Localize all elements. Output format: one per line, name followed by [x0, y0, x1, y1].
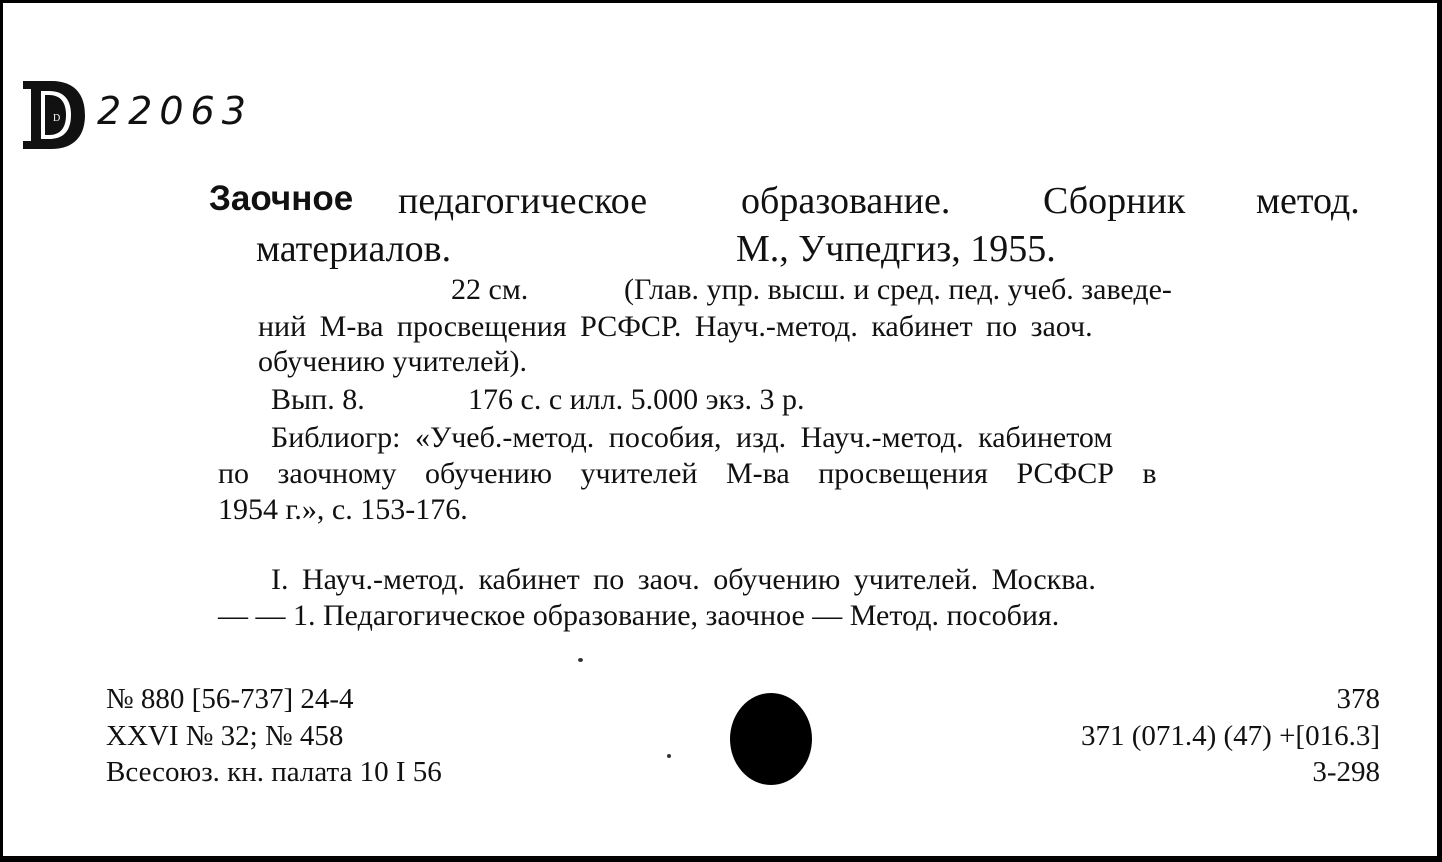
speck — [667, 754, 671, 758]
series-note-line-2: ний М-ва просвещения РСФСР. Науч.-метод. кабинет по заоч. — [258, 310, 1093, 343]
tracing-line-2: — — 1. Педагогическое образование, заочное — Метод. пособия. — [218, 599, 1060, 632]
tracing-line-1: I. Науч.-метод. кабинет по заоч. обучению учителей. Москва. — [271, 563, 1096, 596]
footer-left-line-3: Всесоюз. кн. палата 10 I 56 — [106, 756, 442, 788]
title-word-3: образование. — [741, 180, 951, 222]
title-word-2: педагогическое — [398, 180, 648, 222]
bibliography-line-1: Библиогр: «Учеб.-метод. пособия, изд. Науч.-метод. кабинетом — [271, 421, 1113, 454]
pagination-note: 176 с. с илл. 5.000 экз. 3 р. — [468, 383, 805, 416]
footer-right-line-1: 378 — [1336, 683, 1380, 715]
size-note: 22 см. — [451, 273, 529, 306]
speck — [578, 658, 583, 662]
title-word-4: Сборник — [1043, 180, 1186, 222]
footer-right-line-3: 3-298 — [1312, 756, 1380, 788]
bibliography-line-3: 1954 г.», с. 153-176. — [218, 493, 468, 526]
issue-number: Вып. 8. — [271, 383, 365, 416]
series-note-line-3: обучению учителей). — [258, 345, 527, 378]
catalog-card — [3, 3, 1437, 856]
punch-hole — [730, 693, 812, 785]
footer-left-line-2: XXVI № 32; № 458 — [106, 720, 344, 752]
inventory-number: 22063 — [97, 89, 253, 133]
title-word-1: Заочное — [209, 179, 354, 218]
title-word-5: метод. — [1256, 180, 1360, 222]
imprint: М., Учпедгиз, 1955. — [736, 228, 1056, 270]
svg-text:D: D — [53, 113, 61, 124]
series-note-line-1: (Глав. упр. высш. и сред. пед. учеб. заведе- — [624, 273, 1172, 306]
title-continuation: материалов. — [256, 228, 452, 270]
library-mark-stamp — [19, 79, 87, 151]
bibliography-line-2: по заочному обучению учителей М-ва просвещения РСФСР в — [218, 457, 1157, 490]
footer-right-line-2: 371 (071.4) (47) +[016.3] — [1080, 720, 1380, 752]
footer-left-line-1: № 880 [56-737] 24-4 — [106, 683, 354, 715]
